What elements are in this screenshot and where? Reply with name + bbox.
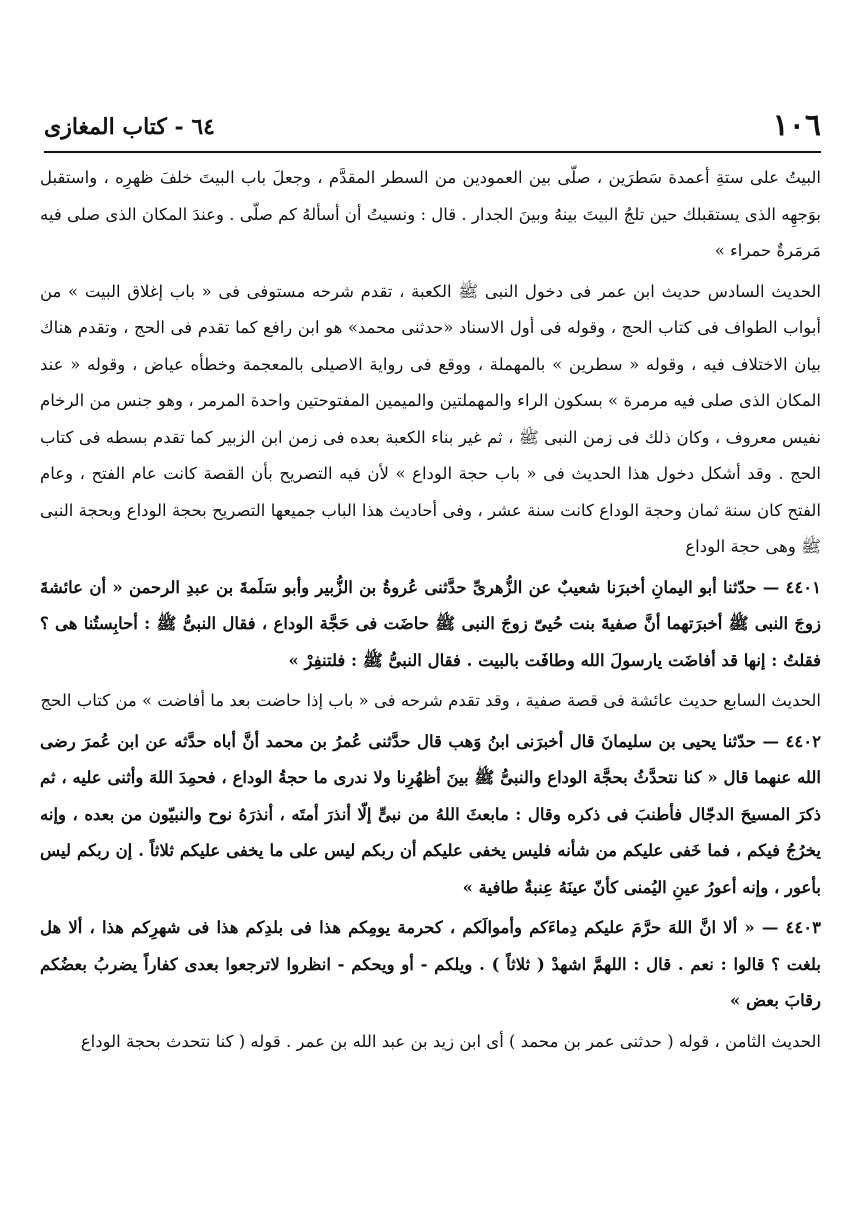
page-header xyxy=(44,108,821,148)
running-title: ٦٤ - كتاب المغازى xyxy=(44,114,215,140)
commentary-paragraph: الحديث السابع حديث عائشة فى قصة صفية ، وقد تقدم شرحه فى « باب إذا حاضت بعد ما أفاضت » من كتاب الحج xyxy=(40,691,821,710)
hadith-4403: ٤٤٠٣ — « ألا انَّ اللهَ حرَّمَ عليكم دِماءَكم وأموالَكم ، كحرمة يومِكم هذا فى بلدِكم هذا فى شهرِكم هذا ، ألا هل بلغت ؟ قالوا : نعم . قال : اللهمَّ اشهدْ ( ثلاثاً ) . ويلكم - أو ويحكم - انظروا لاترجعوا بعدى كفاراً يضربُ بعضُكم رقابَ بعض » xyxy=(40,918,821,1010)
commentary-paragraph: الحديث الثامن ، قوله ( حدثنى عمر بن محمد ) أى ابن زيد بن عبد الله بن عمر . قوله ( كنا نتحدث بحجة الوداع xyxy=(80,1031,821,1051)
hadith-4401: ٤٤٠١ — حدّثنا أبو اليمانِ أخبرَنا شعيبٌ عن الزُّهرىِّ حدَّثنى عُروةُ بن الزُّبير وأبو سَلَمةَ بن عبدِ الرحمن « أن عائشةَ زوجَ النبى ﷺ أخبرَتهما أنَّ صفيةَ بنت حُيىّ زوجَ النبى ﷺ حاضَت فى حَجَّة الوداع ، فقال النبىُّ ﷺ : أحابِستُنا هى ؟ فقلتُ : إنها قد أفاضَت يارسولَ الله وطافَت بالبيت . فقال النبىُّ ﷺ : فلتنفِرْ » xyxy=(40,577,821,670)
header-rule xyxy=(44,151,821,153)
paragraph: البيتُ على ستةِ أعمدة سَطرَين ، صلّى بين العمودين من السطر المقدَّم ، وجعلَ باب البيتَ خلفَ ظهرِه ، واستقبل بوَجهِه الذى يستقبلك حين تلجُ البيتَ بينهُ وبينَ الجدار . قال : ونسيتُ أن أسألهُ كم صلّى . وعندَ المكان الذى صلى فيه مَرمَرةٌ حمراء » xyxy=(40,168,821,260)
page-number: ١٠٦ xyxy=(772,108,821,143)
hadith-4402: ٤٤٠٢ — حدّثنا يحيى بن سليمانَ قال أخبرَنى ابنُ وَهب قال حدَّثنى عُمرُ بن محمد أنَّ أباه حدَّثه عن ابن عُمرَ رضى الله عنهما قال « كنا نتحدَّثُ بحجَّة الوداع والنبىُّ ﷺ بينَ أظهُرِنا ولا ندرى ما حجةُ الوداع ، فحمِدَ اللهَ وأثنى عليه ، ثم ذكرَ المسيحَ الدجّال فأطنبَ فى ذكره وقال : مابعثَ اللهُ من نبىٍّ إلّا أنذرَ أمتَه ، أنذرَهُ نوح والنبيّون من بعده ، وإنه يخرُجُ فيكم ، فما خَفى عليكم من شأنه فليس يخفى عليكم أن ربكم ليس على ما يخفى عليكم ثلاثاً . إن ربكم ليس بأعور ، وإنه أعورُ عينِ اليُمنى كأنّ عينَهُ عِنبةٌ طافية » xyxy=(40,731,821,897)
page-body xyxy=(40,160,821,1060)
commentary-paragraph: الحديث السادس حديث ابن عمر فى دخول النبى ﷺ الكعبة ، تقدم شرحه مستوفى فى « باب إغلاق البيت » من أبواب الطواف فى كتاب الحج ، وقوله فى أول الاسناد «حدثنى محمد» هو ابن رافع كما تقدم فى الحج ، وتقدم هناك بيان الاختلاف فيه ، وقوله « سطرين » بالمهملة ، ووقع فى رواية الاصيلى بالمعجمة وخطأه عياض ، وقوله « عند المكان الذى صلى فيه مرمرة » بسكون الراء والمهملتين والميمين المفتوحتين واحدة المرمر ، وهو جنس من الرخام نفيس معروف ، وكان ذلك فى زمن النبى ﷺ ، ثم غير بناء الكعبة بعده فى زمن ابن الزبير كما تقدم بسطه فى كتاب الحج . وقد أشكل دخول هذا الحديث فى « باب حجة الوداع » لأن فيه التصريح بأن القصة كانت عام الفتح ، وعام الفتح كان سنة ثمان وحجة الوداع كانت سنة عشر ، وفى أحاديث هذا الباب جميعها التصريح بحجة الوداع وبحجة النبى ﷺ وهى حجة الوداع xyxy=(40,281,821,556)
